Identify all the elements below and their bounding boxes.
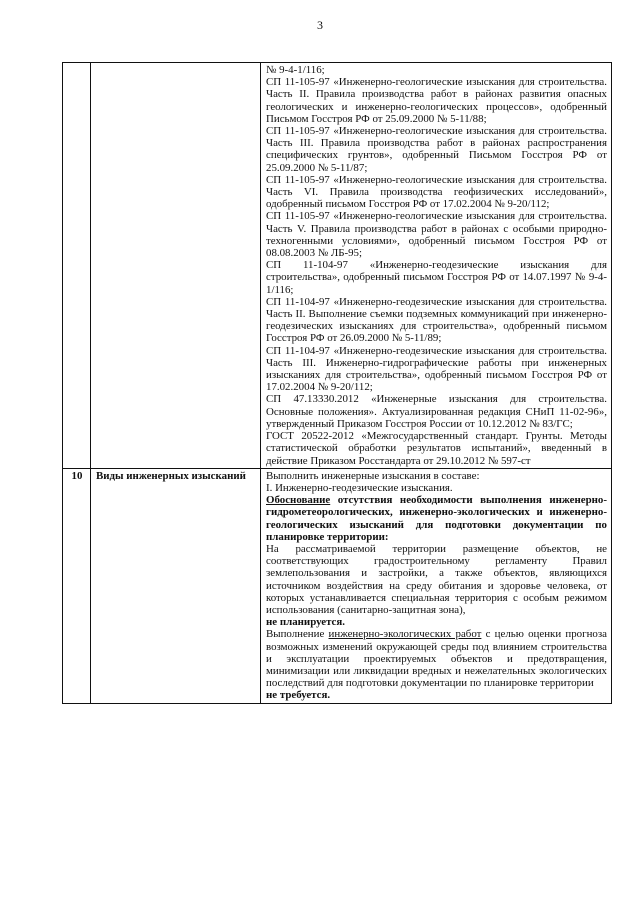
paragraph-text: с целью оценки прогноза возможных изменений окружающей среды под влиянием строительства и эксплуатации проектируемых объектов и предотвращения, минимизации или ликвидации вредных и нежелательных экологических последствий для подготовки документации по планировке территории: [266, 628, 607, 690]
paragraph: [266, 628, 607, 701]
norm-line: СП 11-105-97 «Инженерно-геологические изыскания для строительства. Часть V. Правила производства работ в районах с особыми природно-техногенными условиями», одобренный письмом Госстроя РФ от 08.08.2003 № ЛБ-95;: [266, 210, 607, 260]
paragraph-underlined: инженерно-экологических работ: [328, 628, 482, 641]
norm-line: СП 11-104-97 «Инженерно-геодезические изыскания для строительства. Часть II. Выполнение съемки подземных коммуникаций при инженерно-геодезических изысканиях для строительства», одобренный письмом Госстроя РФ от 26.09.2000 № 5-11/89;: [266, 295, 607, 345]
page-number: 3: [317, 18, 323, 32]
intro-text: Выполнить инженерные изыскания в составе:: [266, 469, 480, 482]
row-content: [261, 468, 612, 703]
norm-line: ГОСТ 20522-2012 «Межгосударственный стандарт. Грунты. Методы статистической обработки результатов испытаний», введенный в действие Приказом Росстандарта от 29.10.2012 № 597-ст: [266, 430, 607, 467]
table-row: [63, 468, 612, 703]
paragraph-conclusion: не планируется.: [266, 616, 345, 629]
row-number: [63, 63, 91, 469]
row-content: [261, 63, 612, 469]
row-number: 10: [63, 468, 91, 703]
paragraph-start: Выполнение: [266, 628, 329, 641]
row-name: Виды инженерных изысканий: [91, 468, 261, 703]
norm-line: СП 11-104-97 «Инженерно-геодезические изыскания для строительства. Часть III. Инженерно-гидрографические работы при инженерных изысканиях для строительства», одобренный письмом Госстроя РФ от 17.02.2004 № 9-20/112;: [266, 344, 607, 394]
justification: [266, 494, 607, 543]
norm-line: № 9-4-1/116;: [266, 64, 325, 76]
survey-item: I. Инженерно-геодезические изыскания.: [266, 481, 453, 494]
table-row: [63, 63, 612, 469]
row-name: [91, 63, 261, 469]
justification-text: отсутствия необходимости выполнения инженерно-гидрометеорологических, инженерно-экологических и инженерно-геологических изысканий для подготовки документации по планировке территории:: [266, 494, 607, 543]
paragraph: [266, 543, 607, 628]
norm-line: СП 11-105-97 «Инженерно-геологические изыскания для строительства. Часть II. Правила производства работ в районах развития опасных геологических и инженерно-геологических процессов», одобренный Письмом Госстроя РФ от 25.09.2000 № 5-11/88;: [266, 76, 607, 125]
norm-line: СП 11-105-97 «Инженерно-геологические изыскания для строительства. Часть VI. Правила производства геофизических исследований», одобренный письмом Госстроя РФ от 17.02.2004 № 9-20/112;: [266, 173, 607, 211]
paragraph-text: На рассматриваемой территории размещение объектов, не соответствующих градостроительному регламенту Правил землепользования и застройки, а также объектов, являющихся источником воздействия на среду обитания и здоровье человека, от которых устанавливается специальная территория с особым режимом использования (санитарно-защитная зона),: [266, 542, 607, 616]
justification-label: Обоснование: [266, 494, 331, 507]
norm-line: СП 47.13330.2012 «Инженерные изыскания для строительства. Основные положения». Актуализированная редакция СНиП 11-02-96», утвержденный Приказом Госстроя России от 10.12.2012 № 83/ГС;: [266, 393, 607, 430]
paragraph-conclusion: не требуется.: [266, 689, 331, 702]
requirements-table: [62, 62, 612, 704]
norm-line: СП 11-105-97 «Инженерно-геологические изыскания для строительства. Часть III. Правила производства работ в районах распространения специфических грунтов», одобренный Письмом Госстроя РФ от 25.09.2000 № 5-11/87;: [266, 125, 607, 174]
norm-line: СП 11-104-97 «Инженерно-геодезические изыскания для строительства», одобренный письмом Госстроя РФ от 14.07.1997 № 9-4-1/116;: [266, 259, 607, 296]
